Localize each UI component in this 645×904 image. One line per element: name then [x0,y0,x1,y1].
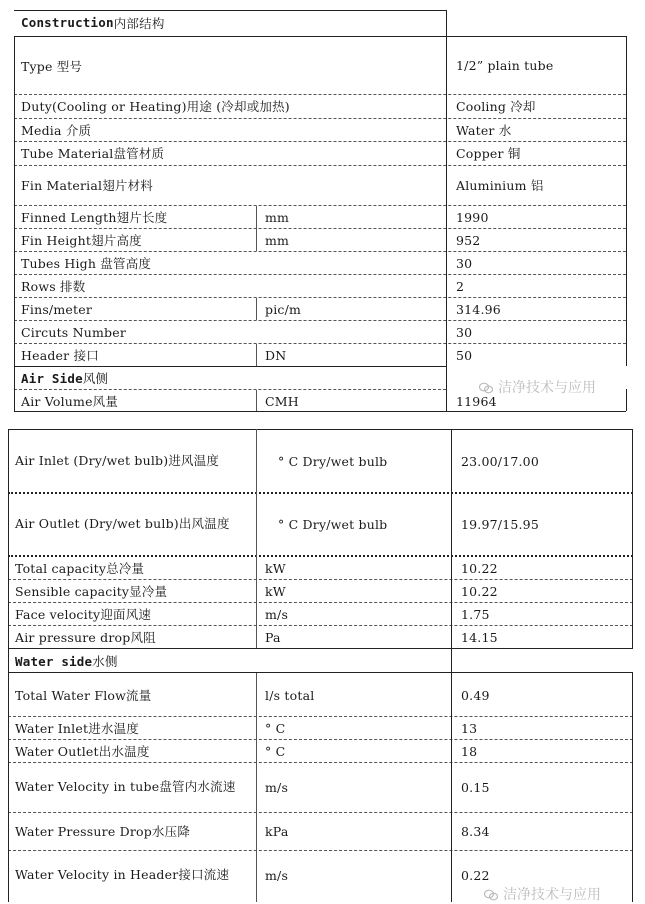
row-label: Air Volume风量 [21,394,119,409]
table-row [0,557,645,579]
table-row [0,603,645,625]
table-row [0,252,645,274]
row-value: 50 [456,347,473,363]
row-value: 11964 [456,393,497,409]
row-unit: CMH [265,393,299,409]
table-row [0,580,645,602]
column-divider [256,344,257,366]
table-border [14,411,626,412]
table-row [0,813,645,849]
table-row [0,344,645,366]
table-border [626,389,627,411]
table-row [0,119,645,141]
table-border [8,648,633,649]
row-divider [14,94,626,95]
row-unit: m/s [265,779,289,795]
table-row [0,430,645,492]
row-divider [14,118,626,119]
column-divider [256,429,257,648]
row-divider [8,762,633,763]
row-value: 23.00/17.00 [461,453,539,469]
row-unit: ° C [265,720,286,736]
table-border [14,10,446,11]
table-row [0,763,645,811]
watermark [479,377,596,397]
table-border [626,36,627,366]
row-unit: mm [265,232,290,248]
row-label: Sensible capacity显冷量 [15,584,168,599]
row-value: 10.22 [461,583,498,599]
section-title-cn: 风侧 [82,371,109,386]
section-header-air-side [0,367,450,389]
row-value: 8.34 [461,823,490,839]
row-value: 1.75 [461,606,490,622]
row-label: Total Water Flow流量 [15,688,152,703]
table-row [0,494,645,554]
row-label: Fin Height翅片高度 [21,233,142,248]
table-border [8,429,633,430]
row-label: Fin Material翅片材料 [21,178,153,193]
table-row [0,717,645,739]
row-divider [14,320,626,321]
row-label: Air pressure drop风阻 [15,630,156,645]
table-border [14,36,626,37]
row-label: Tubes High 盘管高度 [21,256,152,271]
row-value: 19.97/15.95 [461,516,539,532]
row-label: Media 介质 [21,123,92,138]
row-value: 2 [456,278,465,294]
table-border [14,366,446,367]
table-row [0,298,645,320]
row-divider [8,850,633,851]
row-unit: kW [265,560,286,576]
row-divider [8,579,633,580]
column-divider [446,10,447,411]
row-unit: Pa [265,629,281,645]
table-border [8,429,9,902]
section-title-cn: 内部结构 [113,15,165,31]
row-unit: ° C [265,743,286,759]
row-divider [14,165,626,166]
row-divider [8,812,633,813]
column-divider [256,206,257,251]
row-unit: pic/m [265,301,302,317]
section-title: Water side [15,653,93,669]
row-label: Fins/meter [21,301,92,317]
row-label: Total capacity总冷量 [15,561,145,576]
row-label: Rows 排数 [21,279,86,294]
row-value: 18 [461,743,478,759]
table-row [0,740,645,762]
row-divider [8,492,633,494]
row-label: Duty(Cooling or Heating)用途 (冷却或加热) [21,99,290,114]
section-title-cn: 水侧 [92,654,118,669]
image-gap [0,414,645,428]
row-unit: DN [265,347,287,363]
table-row [0,626,645,648]
row-value: 0.15 [461,779,490,795]
row-value: 13 [461,720,478,736]
row-unit: kW [265,583,286,599]
row-value: 314.96 [456,301,501,317]
row-value: 14.15 [461,629,498,645]
row-unit: ° C Dry/wet bulb [278,453,388,469]
table-row [0,229,645,251]
row-value: Aluminium 铝 [456,178,544,193]
row-label: Water Inlet进水温度 [15,721,139,736]
row-divider [8,625,633,626]
row-value: 30 [456,255,473,271]
row-value: 10.22 [461,560,498,576]
row-divider [14,297,626,298]
wechat-icon [479,382,493,394]
table-row [0,321,645,343]
row-value: Water 水 [456,123,512,138]
table-row [0,166,645,204]
row-value: 1/2” plain tube [456,58,554,73]
watermark-text: 洁净技术与应用 [498,380,596,396]
row-divider [8,716,633,717]
table-border [632,672,633,902]
row-value: 0.22 [461,867,490,883]
row-divider [8,739,633,740]
row-divider [14,389,446,390]
row-divider [14,141,626,142]
column-divider [256,390,257,411]
row-value: 30 [456,324,473,340]
column-divider [451,429,452,902]
table-row [0,38,645,93]
section-header-water-side [0,650,450,672]
table-row [0,142,645,164]
row-label: Header 接口 [21,348,99,363]
row-value: Copper 铜 [456,146,521,161]
row-label: Water Outlet出水温度 [15,744,150,759]
row-unit: m/s [265,606,289,622]
row-value: 952 [456,232,481,248]
row-label: Circuts Number [21,324,127,340]
row-divider [14,205,626,206]
row-label: Water Pressure Drop水压降 [15,824,191,839]
row-label: Tube Material盘管材质 [21,146,165,161]
row-label: Water Velocity in tube盘管内水流速 [15,779,236,794]
row-unit: mm [265,209,290,225]
row-label: Face velocity迎面风速 [15,607,152,622]
row-value: Cooling 冷却 [456,99,536,114]
row-unit: ° C Dry/wet bulb [278,516,388,532]
watermark [484,884,601,904]
row-label: Finned Length翅片长度 [21,210,168,225]
table-border [14,36,15,411]
table-row [0,206,645,228]
row-divider [8,602,633,603]
table-border [632,429,633,648]
column-divider [256,298,257,320]
row-value: 0.49 [461,687,490,703]
row-unit: m/s [265,867,289,883]
row-value: 1990 [456,209,489,225]
section-title: Air Side [21,370,83,386]
wechat-icon [484,889,498,901]
row-unit: l/s total [265,687,315,703]
row-label: Type 型号 [21,58,83,74]
table-row [0,95,645,117]
row-unit: kPa [265,823,289,839]
row-label: Air Outlet (Dry/wet bulb)出风温度 [15,516,230,531]
row-label: Air Inlet (Dry/wet bulb)进风温度 [15,453,220,468]
table-border [8,672,633,673]
row-label: Water Velocity in Header接口流速 [15,867,230,882]
row-divider [14,274,626,275]
row-divider [14,251,626,252]
section-title: Construction [21,15,114,30]
column-divider [256,673,257,902]
section-header-construction [0,10,450,35]
table-row [0,675,645,715]
row-divider [14,343,626,344]
watermark-text: 洁净技术与应用 [503,887,601,903]
row-divider [8,555,633,557]
table-row [0,275,645,297]
row-divider [14,228,626,229]
